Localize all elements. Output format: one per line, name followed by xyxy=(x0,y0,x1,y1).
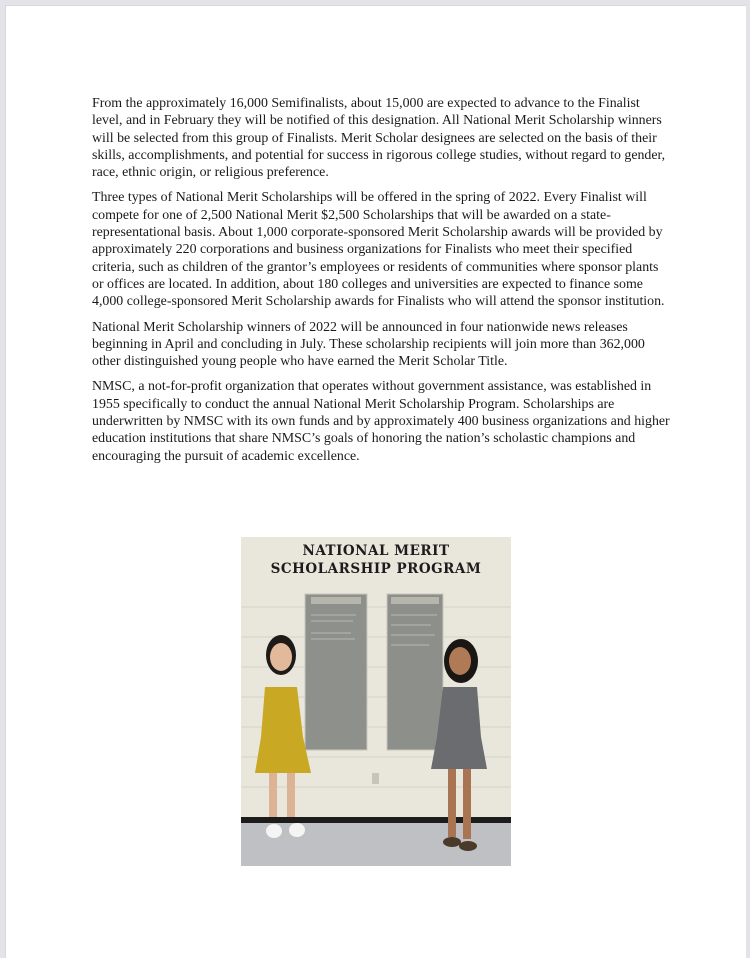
paragraph-finalists: From the approximately 16,000 Semifinalists, about 15,000 are expected to advance to the Finalist level, and in February they will be notified of this designation. All National Merit Scholarship winners will be selected from this group of Finalists. Merit Scholar designees are selected on the basis of their skills, accomplishments, and potential for success in rigorous college studies, without regard to gender, race, ethnic origin, or religious preference. xyxy=(92,96,666,181)
plaque-right xyxy=(387,594,443,750)
plaque-left xyxy=(305,594,367,750)
photo-sign-line-1: NATIONAL MERIT xyxy=(302,543,450,559)
document-page xyxy=(5,5,746,958)
paragraph-scholarship-types: Three types of National Merit Scholarships will be offered in the spring of 2022. Every Finalist will compete for one of 2,500 National Merit $2,500 Scholarships that will be awarded on a state-representational basis. About 1,000 corporate-sponsored Merit Scholarship awards will be provided by approximately 220 corporations and business organizations for Finalists who meet their specified criteria, such as children of the grantor’s employees or residents of communities where sponsor plants or offices are located. In addition, about 180 colleges and universities are expected to finance some 4,000 college-sponsored Merit Scholarship awards for Finalists who will attend the sponsor institution. xyxy=(92,190,665,310)
paragraph-nmsc: NMSC, a not-for-profit organization that operates without government assistance, was established in 1955 specifically to conduct the annual National Merit Scholarship Program. Scholarships are underwritten by NMSC with its own funds and by approximately 400 business organizations and higher education institutions that share NMSC’s goals of honoring the nation’s scholastic champions and encouraging the pursuit of academic excellence. xyxy=(92,379,670,464)
scholars-photo xyxy=(241,537,511,866)
photo-sign-line-2: SCHOLARSHIP PROGRAM xyxy=(270,561,482,577)
photo-illustration xyxy=(241,537,511,866)
document-body xyxy=(92,95,672,473)
paragraph-announcements: National Merit Scholarship winners of 2022 will be announced in four nationwide news releases beginning in April and concluding in July. These scholarship recipients will join more than 362,000 other distinguished young people who have earned the Merit Scholar Title. xyxy=(92,319,645,370)
